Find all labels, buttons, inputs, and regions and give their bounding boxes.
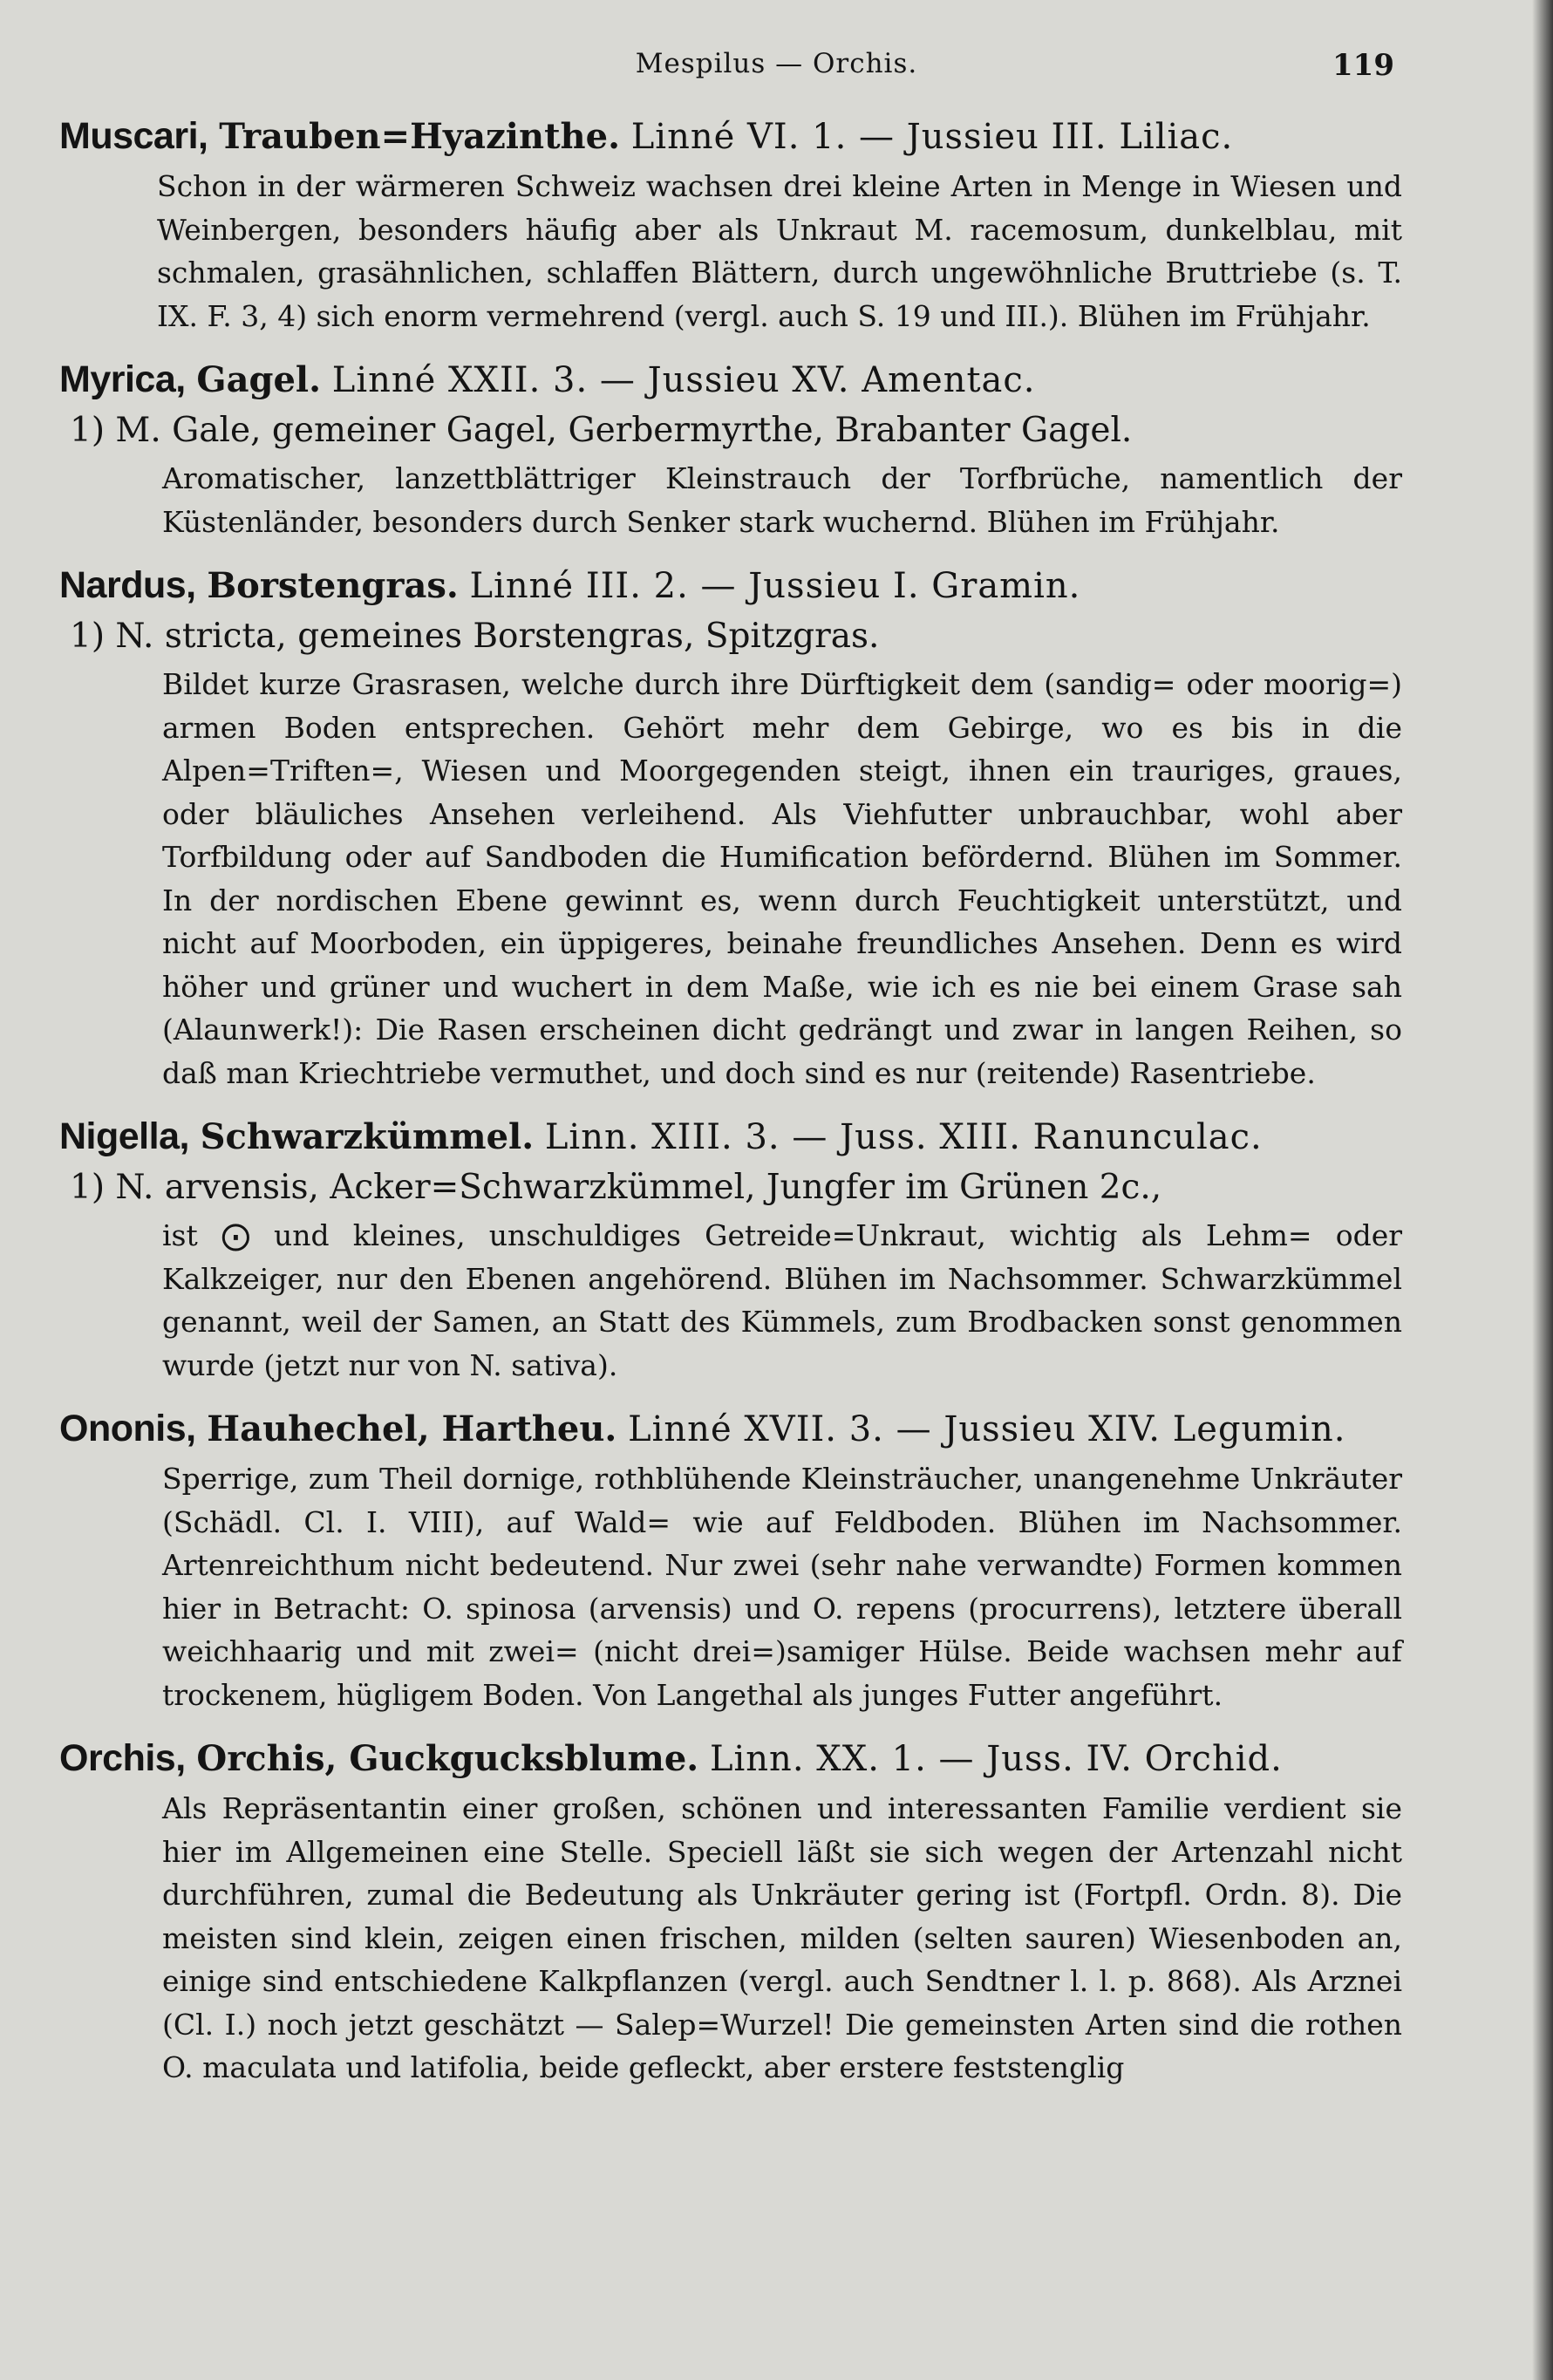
classification: Linn. XIII. 3. — Juss. XIII. Ranunculac. (544, 1117, 1263, 1157)
german-name: Hauhechel, Hartheu. (207, 1408, 617, 1449)
entry-heading (59, 113, 1402, 160)
classification: Linné XVII. 3. — Jussieu XIV. Legumin. (628, 1409, 1346, 1449)
page-content (59, 113, 1402, 2109)
german-name: Trauben=Hyazinthe. (219, 116, 621, 157)
page-number: 119 (1332, 48, 1394, 83)
entry-body: Als Repräsentantin einer großen, schönen und interessanten Familie verdient sie hier im Allgemeinen eine Stelle. Speciell läßt sie sich wegen der Artenzahl nicht durchführen, zumal die Bedeutung als Unkräuter gering ist (Fortpfl. Ordn. 8). Die meisten sind klein, zeigen einen frischen, milden (selten sauren) Wiesenboden an, einige sind entschiedene Kalkpflanzen (vergl. auch Sendtner l. l. p. 868). Als Arznei (Cl. I.) noch jetzt geschätzt — Salep=Wurzel! Die gemeinsten Arten sind die rothen O. maculata und latifolia, beide gefleckt, aber erstere feststenglig (162, 1791, 1402, 2084)
classification: Linné III. 2. — Jussieu I. Gramin. (469, 566, 1081, 606)
entry-body: ist ⨀ und kleines, unschuldiges Getreide=Unkraut, wichtig als Lehm= oder Kalkzeiger, nur den Ebenen angehörend. Blühen im Nachsommer. Schwarzkümmel genannt, weil der Samen, an Statt des Kümmels, zum Brodbacken sonst genommen wurde (jetzt nur von N. sativa). (162, 1218, 1402, 1382)
genus-name: Muscari, (59, 115, 208, 157)
classification: Linné VI. 1. — Jussieu III. Liliac. (630, 117, 1234, 157)
entry-heading (59, 1114, 1402, 1160)
running-head: Mespilus — Orchis. (635, 48, 918, 79)
genus-name: Myrica, (59, 358, 186, 400)
entry-heading (59, 1406, 1402, 1452)
entry-nigella (59, 1114, 1402, 1387)
entry-muscari (59, 113, 1402, 338)
german-name: Schwarzkümmel. (200, 1116, 535, 1157)
species-line: 1) N. arvensis, Acker=Schwarzkümmel, Jungfer im Grünen 2c., (70, 1168, 1162, 1207)
entry-orchis (59, 1736, 1402, 2090)
genus-name: Ononis, (59, 1408, 196, 1449)
entry-heading (59, 563, 1402, 609)
species-line: 1) N. stricta, gemeines Borstengras, Spitzgras. (70, 617, 880, 656)
entry-nardus (59, 563, 1402, 1095)
entry-body: Schon in der wärmeren Schweiz wachsen drei kleine Arten in Menge in Wiesen und Weinbergen, besonders häufig aber als Unkraut M. racemosum, dunkelblau, mit schmalen, grasähnlichen, schlaffen Blättern, durch ungewöhnliche Bruttriebe (s. T. IX. F. 3, 4) sich enorm vermehrend (vergl. auch S. 19 und III.). Blühen im Frühjahr. (157, 169, 1402, 333)
entry-body: Aromatischer, lanzettblättriger Kleinstrauch der Torfbrüche, namentlich der Küstenländer, besonders durch Senker stark wuchernd. Blühen im Frühjahr. (162, 461, 1402, 539)
german-name: Borstengras. (207, 565, 459, 606)
classification: Linn. XX. 1. — Juss. IV. Orchid. (709, 1739, 1283, 1779)
page-edge-shadow (1532, 0, 1553, 2380)
german-name: Gagel. (196, 359, 322, 400)
entry-ononis (59, 1406, 1402, 1716)
entry-heading (59, 357, 1402, 403)
entry-body: Bildet kurze Grasrasen, welche durch ihre Dürftigkeit dem (sandig= oder moorig=) armen Boden entsprechen. Gehört mehr dem Gebirge, wo es bis in die Alpen=Triften=, Wiesen und Moorgegenden steigt, ihnen ein trauriges, graues, oder bläuliches Ansehen verleihend. Als Viehfutter unbrauchbar, wohl aber Torfbildung oder auf Sandboden die Humification befördernd. Blühen im Sommer. In der nordischen Ebene gewinnt es, wenn durch Feuchtigkeit unterstützt, und nicht auf Moorboden, ein üppigeres, beinahe freundliches Ansehen. Denn es wird höher und grüner und wuchert in dem Maße, wie ich es nie bei einem Grase sah (Alaunwerk!): Die Rasen erscheinen dicht gedrängt und zwar in langen Reihen, so daß man Kriechtriebe vermuthet, und doch sind es nur (reitende) Rasentriebe. (162, 667, 1402, 1090)
classification: Linné XXII. 3. — Jussieu XV. Amentac. (331, 360, 1036, 400)
german-name: Orchis, Guckgucksblume. (196, 1738, 699, 1779)
entry-myrica (59, 357, 1402, 543)
genus-name: Nardus, (59, 564, 196, 606)
page-header (0, 39, 1553, 92)
genus-name: Nigella, (59, 1115, 189, 1157)
genus-name: Orchis, (59, 1737, 186, 1779)
entry-body: Sperrige, zum Theil dornige, rothblühende Kleinsträucher, unangenehme Unkräuter (Schädl. Cl. I. VIII), auf Wald= wie auf Feldboden. Blühen im Nachsommer. Artenreichthum nicht bedeutend. Nur zwei (sehr nahe verwandte) Formen kommen hier in Betracht: O. spinosa (arvensis) und O. repens (procurrens), letztere überall weichhaarig und mit zwei= (nicht drei=)samiger Hülse. Beide wachsen mehr auf trockenem, hügligem Boden. Von Langethal als junges Futter angeführt. (162, 1462, 1402, 1712)
entry-heading (59, 1736, 1402, 1782)
species-line: 1) M. Gale, gemeiner Gagel, Gerbermyrthe, Brabanter Gagel. (70, 411, 1133, 450)
